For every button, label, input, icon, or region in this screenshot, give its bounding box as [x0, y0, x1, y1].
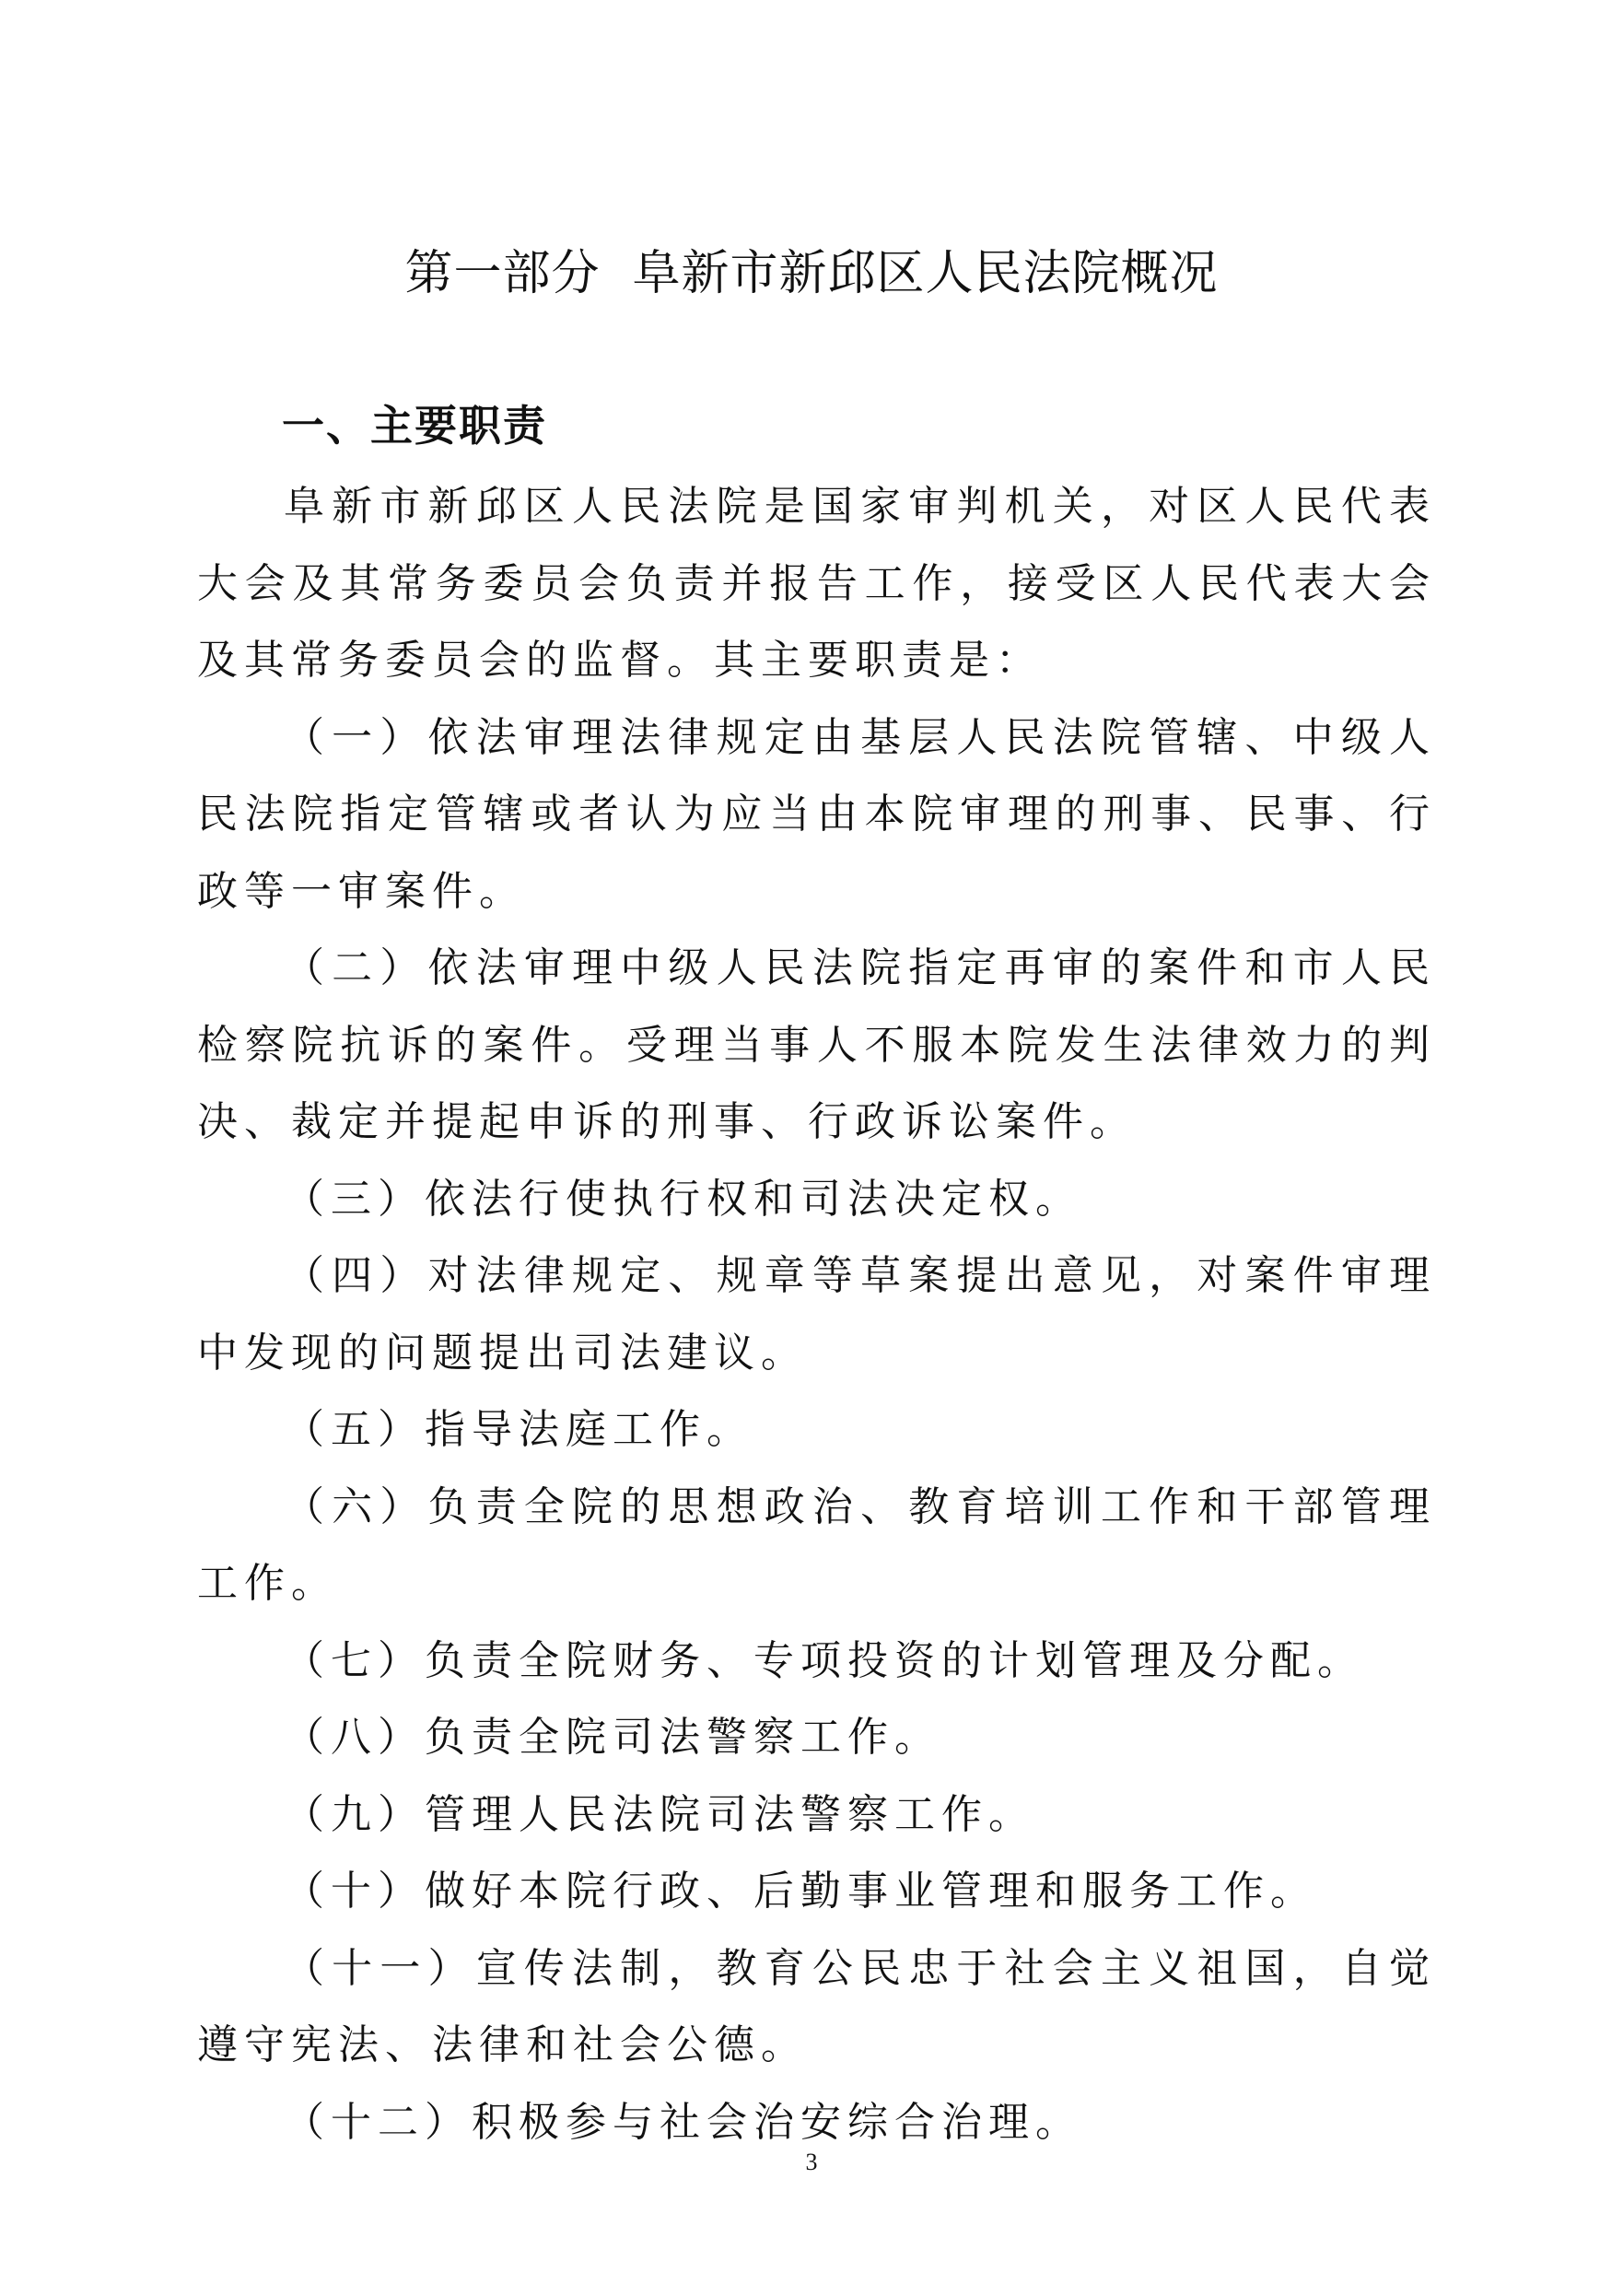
paragraph-duty-11: （十一）宣传法制，教育公民忠于社会主义祖国，自觉遵守宪法、法律和社会公德。	[197, 1944, 1436, 2068]
paragraph-duty-7: （七）负责全院财务、专项投资的计划管理及分配。	[284, 1636, 1364, 1684]
paragraph-duty-12: （十二）积极参与社会治安综合治理。	[284, 2098, 1082, 2146]
body-text	[197, 468, 1436, 2161]
paragraph-duty-10: （十）做好本院行政、后勤事业管理和服务工作。	[284, 1868, 1317, 1915]
paragraph-duty-4: （四）对法律规定、规章等草案提出意见，对案件审理中发现的问题提出司法建议。	[197, 1252, 1436, 1376]
paragraph-duty-1: （一）依法审理法律规定由基层人民法院管辖、中级人民法院指定管辖或者认为应当由本院审理的刑事、民事、行政等一审案件。	[197, 713, 1436, 915]
paragraph-duty-8: （八）负责全院司法警察工作。	[284, 1714, 941, 1761]
paragraph-duty-6: （六）负责全院的思想政治、教育培训工作和干部管理工作。	[197, 1482, 1436, 1607]
paragraph-duty-5: （五）指导法庭工作。	[284, 1406, 753, 1453]
paragraph-duty-3: （三）依法行使执行权和司法决定权。	[284, 1175, 1082, 1223]
paragraph-duty-9: （九）管理人民法院司法警察工作。	[284, 1790, 1035, 1838]
paragraph-intro: 阜新市新邱区人民法院是国家审判机关，对区人民代表大会及其常务委员会负责并报告工作，接受区人民代表大会及其常务委员会的监督。其主要职责是：	[197, 483, 1436, 684]
page-number: 3	[805, 2149, 818, 2175]
paragraph-duty-2: （二）依法审理中级人民法院指定再审的案件和市人民检察院抗诉的案件。受理当事人不服本院发生法律效力的判决、裁定并提起申诉的刑事、行政诉讼案件。	[197, 944, 1436, 1145]
section-heading: 一、主要职责	[282, 401, 547, 451]
page-title: 第一部分 阜新市新邱区人民法院概况	[404, 246, 1219, 301]
